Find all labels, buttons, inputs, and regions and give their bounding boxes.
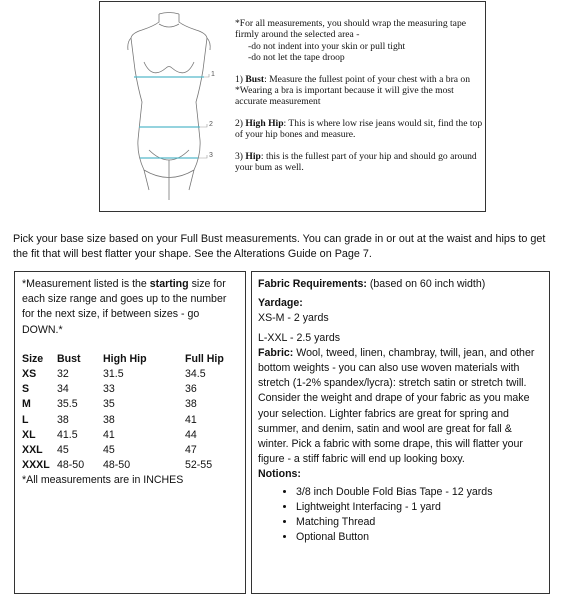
table-row: XXXL 48-50 48-50 52-55	[22, 459, 213, 472]
fabric-requirements-heading: Fabric Requirements: (based on 60 inch width)	[258, 278, 486, 290]
yardage-xs-m: XS-M - 2 yards	[258, 312, 329, 325]
list-item: • Lightweight Interfacing - 1 yard	[296, 500, 543, 515]
hip-instruction: 3) Hip: this is the fullest part of your hip and should go around your bum as well.	[235, 150, 477, 174]
list-item: • 3/8 inch Double Fold Bias Tape - 12 yards	[296, 485, 543, 500]
measuring-notes	[235, 18, 483, 183]
table-row: XXL 45 45 47	[22, 444, 197, 457]
high-hip-instruction: 2) High Hip: This is where low rise jeans would sit, find the top of your hip bones and measure.	[235, 117, 483, 141]
notions-label: Notions:	[258, 468, 301, 481]
size-intro: Pick your base size based on your Full Bust measurements. You can grade in or out at the waist and hips to get the fit that will best flatter your shape. See the Alterations Guide on Page 7.	[13, 233, 546, 260]
size-table	[22, 352, 235, 474]
marker-3: 3	[209, 152, 213, 159]
notions-list	[258, 485, 543, 546]
size-chart-box	[14, 271, 246, 594]
table-row: S 34 33 36	[22, 383, 197, 396]
fabric-description: Fabric: Wool, tweed, linen, chambray, twill, jean, and other bottom weights - you can also use woven materials with stretch (1-2% spandex/lycra): stretch satin or stretch twill. Consider the weight and drape of your fabric as you make your selection. Lighter fabrics are great for spring and summer, and denim, satin and wool are great for fall & winter. Pick a fabric with some drape, this will flatter your figure - a stiff fabric will end up looking boxy.	[258, 346, 535, 466]
table-row: M 35.5 35 38	[22, 398, 197, 411]
bust-instruction: 1) Bust: Measure the fullest point of your chest with a bra on *Wearing a bra is important because it will give the most accurate measurement	[235, 73, 471, 108]
size-table-header: Size Bust High Hip Full Hip	[22, 352, 224, 365]
list-item: • Optional Button	[296, 530, 543, 545]
measuring-intro: *For all measurements, you should wrap the measuring tape firmly around the selected area - -do not indent into your skin or pull tight -do not let the tape droop	[235, 18, 466, 64]
yardage-l-xxl: L-XXL - 2.5 yards	[258, 331, 341, 344]
table-row: XS 32 31.5 34.5	[22, 368, 206, 381]
hip-label: Hip	[245, 150, 261, 162]
measure-lines	[134, 77, 204, 158]
yardage-label: Yardage:	[258, 297, 303, 310]
measuring-guide-box	[99, 1, 486, 212]
list-item: • Matching Thread	[296, 515, 543, 530]
bust-label: Bust	[245, 73, 265, 85]
size-chart-note: *Measurement listed is the starting size for each size range and goes up to the number for the next size, if between sizes - go DOWN.*	[22, 278, 227, 336]
marker-2: 2	[209, 121, 213, 128]
table-row: XL 41.5 41 44	[22, 428, 197, 441]
fabric-requirements-box	[251, 271, 550, 594]
high-hip-label: High Hip	[245, 117, 284, 129]
units-footer: *All measurements are in INCHES	[22, 474, 184, 487]
dress-form-figure	[104, 10, 234, 206]
table-row: L 38 38 41	[22, 413, 197, 426]
marker-1: 1	[211, 71, 215, 78]
